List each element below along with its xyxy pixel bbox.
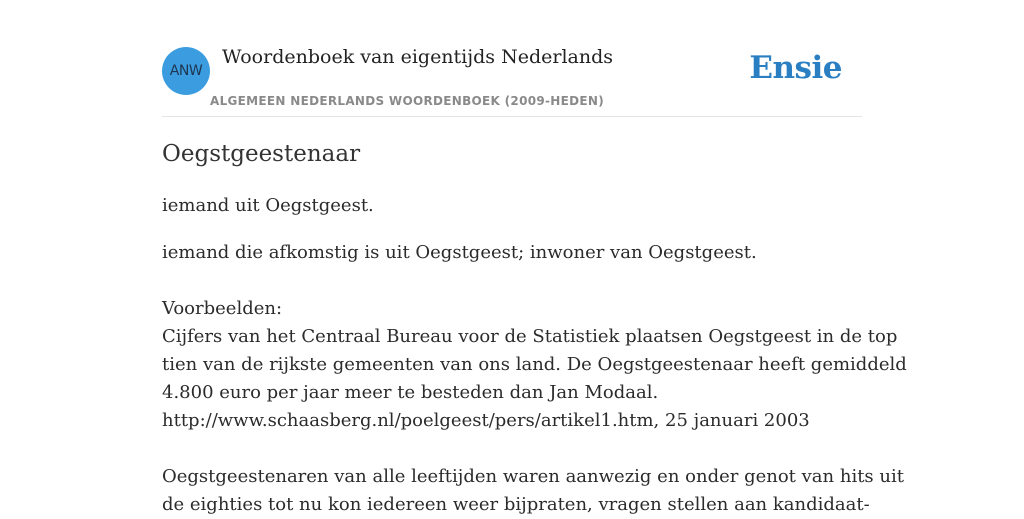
examples-label: Voorbeelden:	[162, 298, 283, 319]
short-definition: iemand uit Oegstgeest.	[162, 195, 374, 216]
example-1-line: Cijfers van het Centraal Bureau voor de Statistiek plaatsen Oegstgeest in de top	[162, 326, 898, 347]
dictionary-title[interactable]: Woordenboek van eigentijds Nederlands	[222, 46, 614, 68]
example-1-line: tien van de rijkste gemeenten van ons land. De Oegstgeestenaar heeft gemiddeld	[162, 354, 907, 375]
definition: iemand die afkomstig is uit Oegstgeest; inwoner van Oegstgeest.	[162, 242, 757, 263]
example-1-source: http://www.schaasberg.nl/poelgeest/pers/artikel1.htm, 25 januari 2003	[162, 410, 810, 431]
example-1-line: 4.800 euro per jaar meer te besteden dan Jan Modaal.	[162, 382, 659, 403]
ensie-logo[interactable]: Ensie	[749, 50, 842, 86]
anw-logo[interactable]	[162, 47, 210, 95]
dictionary-subtitle: ALGEMEEN NEDERLANDS WOORDENBOEK (2009-HEDEN)	[210, 94, 605, 108]
anw-logo-text: ANW	[169, 63, 203, 79]
examples-section	[162, 295, 907, 435]
entry-headword: Oegstgeestenaar	[162, 141, 361, 167]
dictionary-header	[162, 0, 862, 117]
example-2	[162, 463, 904, 519]
example-2-line: Oegstgeestenaren van alle leeftijden waren aanwezig en onder genot van hits uit	[162, 466, 904, 487]
example-2-line: de eighties tot nu kon iedereen weer bijpraten, vragen stellen aan kandidaat-	[162, 494, 870, 515]
page-content	[162, 0, 907, 515]
